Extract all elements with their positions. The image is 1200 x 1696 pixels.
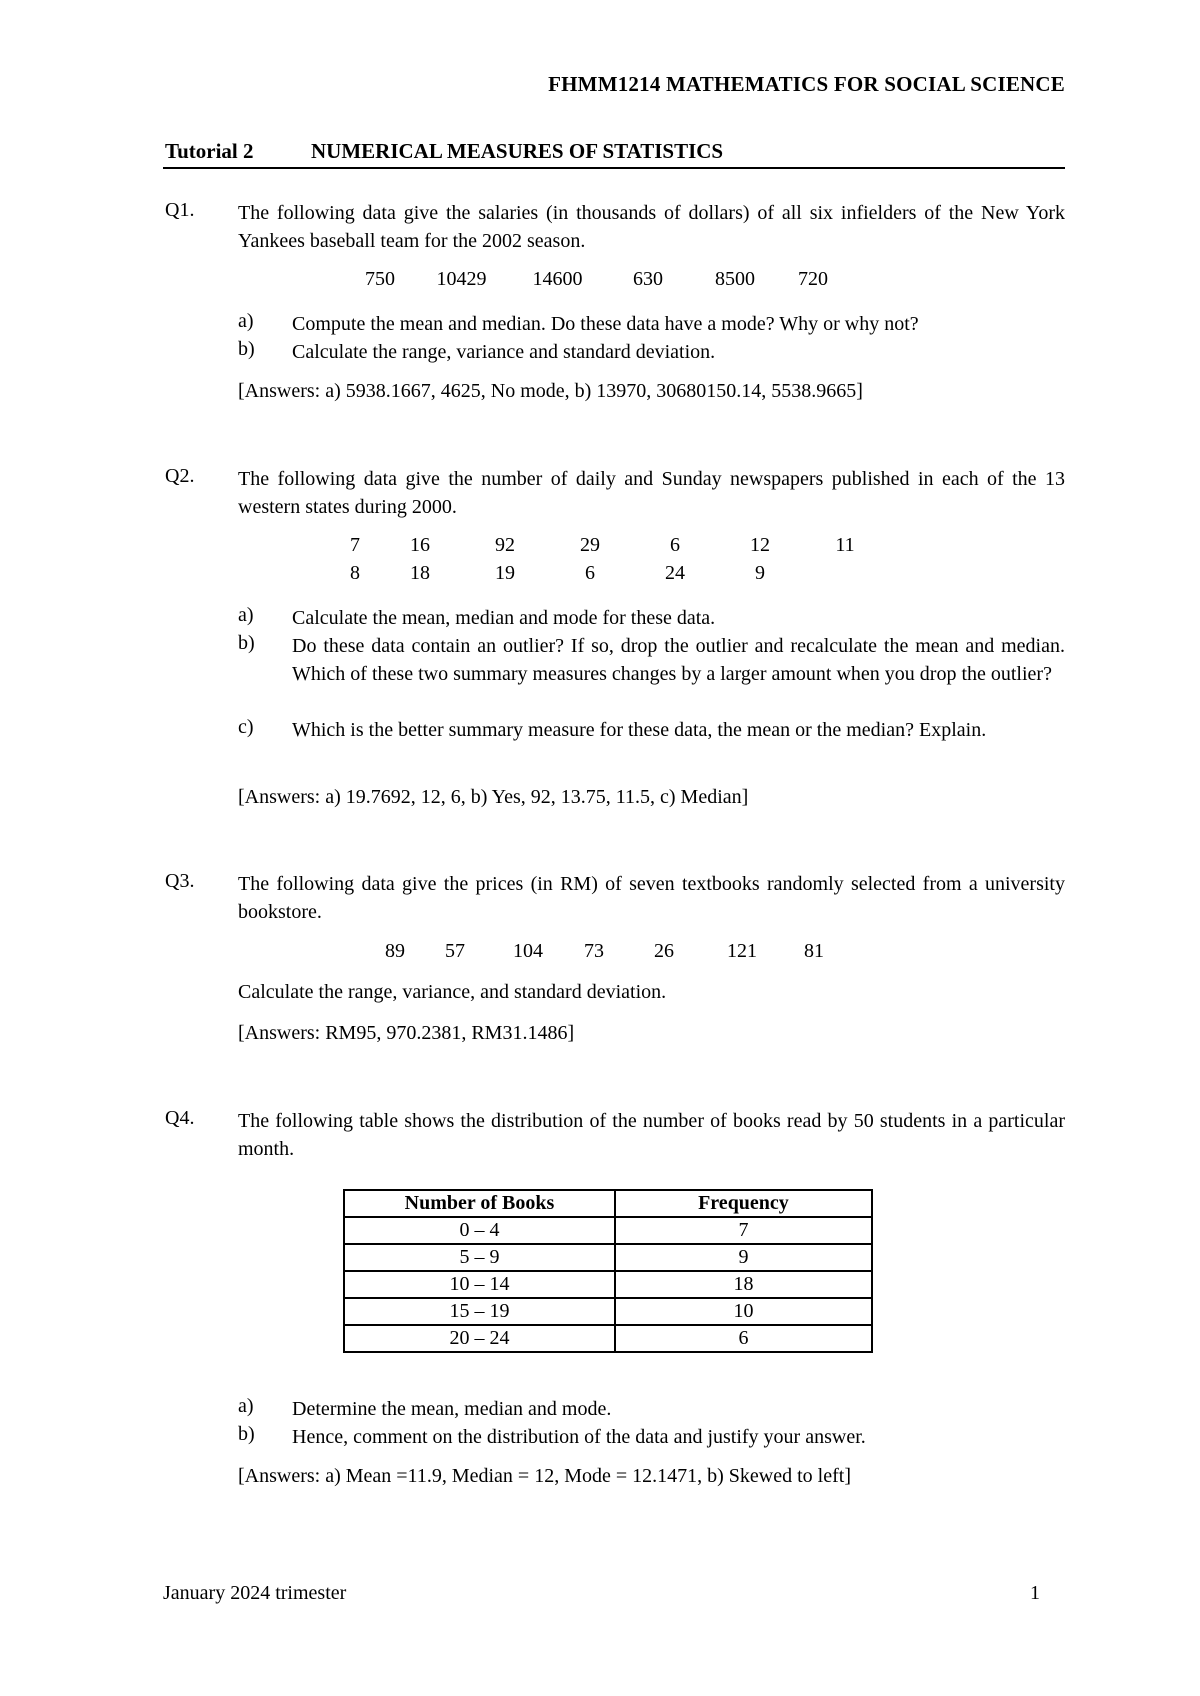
q4-answer: [Answers: a) Mean =11.9, Median = 12, Mode = 12.1471, b) Skewed to left]: [238, 1465, 851, 1487]
q4-part-text: Hence, comment on the distribution of the data and justify your answer.: [292, 1426, 866, 1448]
q2-part-label: b): [238, 632, 255, 654]
q2-part-text: Calculate the mean, median and mode for these data.: [292, 607, 716, 629]
table-cell: 9: [615, 1244, 872, 1271]
q4-part-label: b): [238, 1423, 255, 1445]
q1-text: The following data give the salaries (in thousands of dollars) of all six infielders of the New York Yankees baseball team for the 2002 season.: [238, 202, 1065, 252]
table-row: [344, 1325, 872, 1352]
q2-value: 16: [410, 534, 430, 556]
table-row: [344, 1271, 872, 1298]
table-row: [344, 1217, 872, 1244]
q2-value: 6: [670, 534, 680, 556]
q2-data-row-2: [335, 562, 805, 585]
q3-value: 121: [727, 940, 757, 962]
q2-value: 24: [665, 562, 685, 584]
books-frequency-table: [343, 1189, 873, 1353]
q1-part-text: Calculate the range, variance and standard deviation.: [292, 341, 716, 363]
q2-value: 6: [585, 562, 595, 584]
q1-value: 750: [365, 268, 395, 290]
tutorial-title: NUMERICAL MEASURES OF STATISTICS: [311, 139, 724, 163]
table-header: Number of Books: [344, 1190, 615, 1217]
table-cell: 18: [615, 1271, 872, 1298]
table-cell: 6: [615, 1325, 872, 1352]
q1-value: 8500: [715, 268, 755, 290]
q2-value: 92: [495, 534, 515, 556]
q1-value: 720: [798, 268, 828, 290]
q2-value: 29: [580, 534, 600, 556]
header-rule: [163, 167, 1065, 169]
q2-part-text: Do these data contain an outlier? If so, drop the outlier and recalculate the mean and median. Which of these two summary measures changes by a larger amount when you drop the outlier?: [292, 635, 1065, 685]
q2-part-text: Which is the better summary measure for these data, the mean or the median? Explain.: [292, 719, 987, 741]
q3-value: 104: [513, 940, 543, 962]
q3-value: 57: [445, 940, 465, 962]
q1-value: 14600: [532, 268, 583, 290]
q2-value: 18: [410, 562, 430, 584]
q3-data: [375, 940, 845, 963]
q1-data: [345, 268, 845, 291]
q3-instruction: Calculate the range, variance, and standard deviation.: [238, 981, 667, 1003]
q3-answer: [Answers: RM95, 970.2381, RM31.1486]: [238, 1022, 575, 1044]
q1-number: Q1.: [165, 199, 195, 221]
footer-term: January 2024 trimester: [163, 1582, 347, 1604]
table-row: [344, 1298, 872, 1325]
table-cell: 5 – 9: [344, 1244, 615, 1271]
q3-value: 73: [584, 940, 604, 962]
q3-number: Q3.: [165, 870, 195, 892]
q2-number: Q2.: [165, 465, 195, 487]
q3-value: 89: [385, 940, 405, 962]
q2-text: The following data give the number of daily and Sunday newspapers published in each of the 13 western states during 2000.: [238, 468, 1065, 518]
q2-value: 8: [350, 562, 360, 584]
table-header-row: [344, 1190, 872, 1217]
q2-value: 9: [755, 562, 765, 584]
q1-part-label: a): [238, 310, 254, 332]
q1-value: 630: [633, 268, 663, 290]
table-cell: 7: [615, 1217, 872, 1244]
course-title: FHMM1214 MATHEMATICS FOR SOCIAL SCIENCE: [548, 72, 1065, 96]
q3-value: 26: [654, 940, 674, 962]
q2-value: 7: [350, 534, 360, 556]
q2-part-label: c): [238, 716, 254, 738]
table-cell: 20 – 24: [344, 1325, 615, 1352]
q1-value: 10429: [436, 268, 487, 290]
q3-text: The following data give the prices (in RM) of seven textbooks randomly selected from a university bookstore.: [238, 873, 1065, 923]
q3-value: 81: [804, 940, 824, 962]
q4-text: The following table shows the distribution of the number of books read by 50 students in a particular month.: [238, 1110, 1065, 1160]
q2-value: 12: [750, 534, 770, 556]
q2-data-row-1: [335, 534, 885, 557]
tutorial-label: Tutorial 2: [165, 139, 254, 163]
q1-answer: [Answers: a) 5938.1667, 4625, No mode, b) 13970, 30680150.14, 5538.9665]: [238, 380, 863, 402]
q2-answer: [Answers: a) 19.7692, 12, 6, b) Yes, 92, 13.75, 11.5, c) Median]: [238, 786, 749, 808]
table-cell: 15 – 19: [344, 1298, 615, 1325]
q4-part-text: Determine the mean, median and mode.: [292, 1398, 612, 1420]
q1-part-label: b): [238, 338, 255, 360]
table-header: Frequency: [615, 1190, 872, 1217]
page-number: 1: [1030, 1582, 1040, 1604]
table-cell: 10: [615, 1298, 872, 1325]
q4-part-label: a): [238, 1395, 254, 1417]
q4-number: Q4.: [165, 1107, 195, 1129]
q1-part-text: Compute the mean and median. Do these data have a mode? Why or why not?: [292, 313, 919, 335]
table-row: [344, 1244, 872, 1271]
q2-value: 11: [835, 534, 855, 556]
q2-part-label: a): [238, 604, 254, 626]
table-cell: 0 – 4: [344, 1217, 615, 1244]
q2-value: 19: [495, 562, 515, 584]
table-cell: 10 – 14: [344, 1271, 615, 1298]
